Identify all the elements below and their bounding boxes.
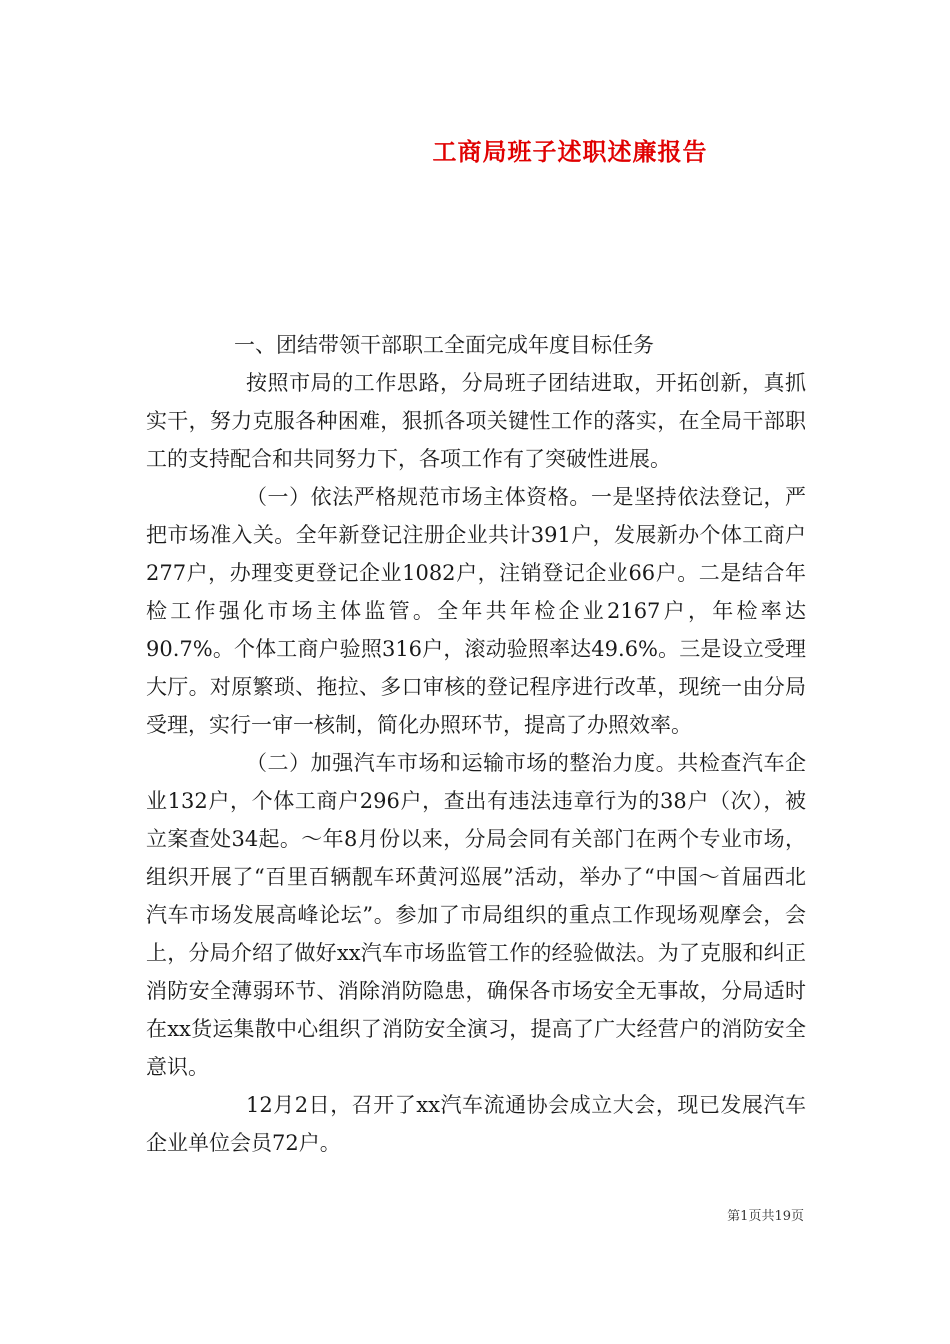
document-body xyxy=(146,326,806,1162)
body-paragraph-intro: 按照市局的工作思路，分局班子团结进取，开拓创新，真抓实干，努力克服各种困难，狠抓各项关键性工作的落实，在全局干部职工的支持配合和共同努力下，各项工作有了突破性进展。 xyxy=(146,371,806,471)
body-paragraph-auto-market: （二）加强汽车市场和运输市场的整治力度。共检查汽车企业132户，个体工商户296户，查出有违法违章行为的38户（次），被立案查处34起。～年8月份以来，分局会同有关部门在两个专业市场，组织开展了“百里百辆靓车环黄河巡展”活动，举办了“中国～首届西北汽车市场发展高峰论坛”。参加了市局组织的重点工作现场观摩会，会上，分局介绍了做好xx汽车市场监管工作的经验做法。为了克服和纠正消防安全薄弱环节、消除消防隐患，确保各市场安全无事故，分局适时在xx货运集散中心组织了消防安全演习，提高了广大经营户的消防安全意识。 xyxy=(146,751,806,1079)
page-number: 第1页共19页 xyxy=(727,1209,804,1224)
section-heading: 一、团结带领干部职工全面完成年度目标任务 xyxy=(234,333,654,357)
body-paragraph-market-entity: （一）依法严格规范市场主体资格。一是坚持依法登记，严把市场准入关。全年新登记注册企业共计391户，发展新办个体工商户277户，办理变更登记企业1082户，注销登记企业66户。二是结合年检工作强化市场主体监管。全年共年检企业2167户，年检率达90.7%。个体工商户验照316户，滚动验照率达49.6%。三是设立受理大厅。对原繁琐、拖拉、多口审核的登记程序进行改革，现统一由分局受理，实行一审一核制，简化办照环节，提高了办照效率。 xyxy=(146,485,806,737)
body-paragraph-association: 12月2日，召开了xx汽车流通协会成立大会，现已发展汽车企业单位会员72户。 xyxy=(146,1093,806,1155)
document-title: 工商局班子述职述廉报告 xyxy=(432,137,708,166)
